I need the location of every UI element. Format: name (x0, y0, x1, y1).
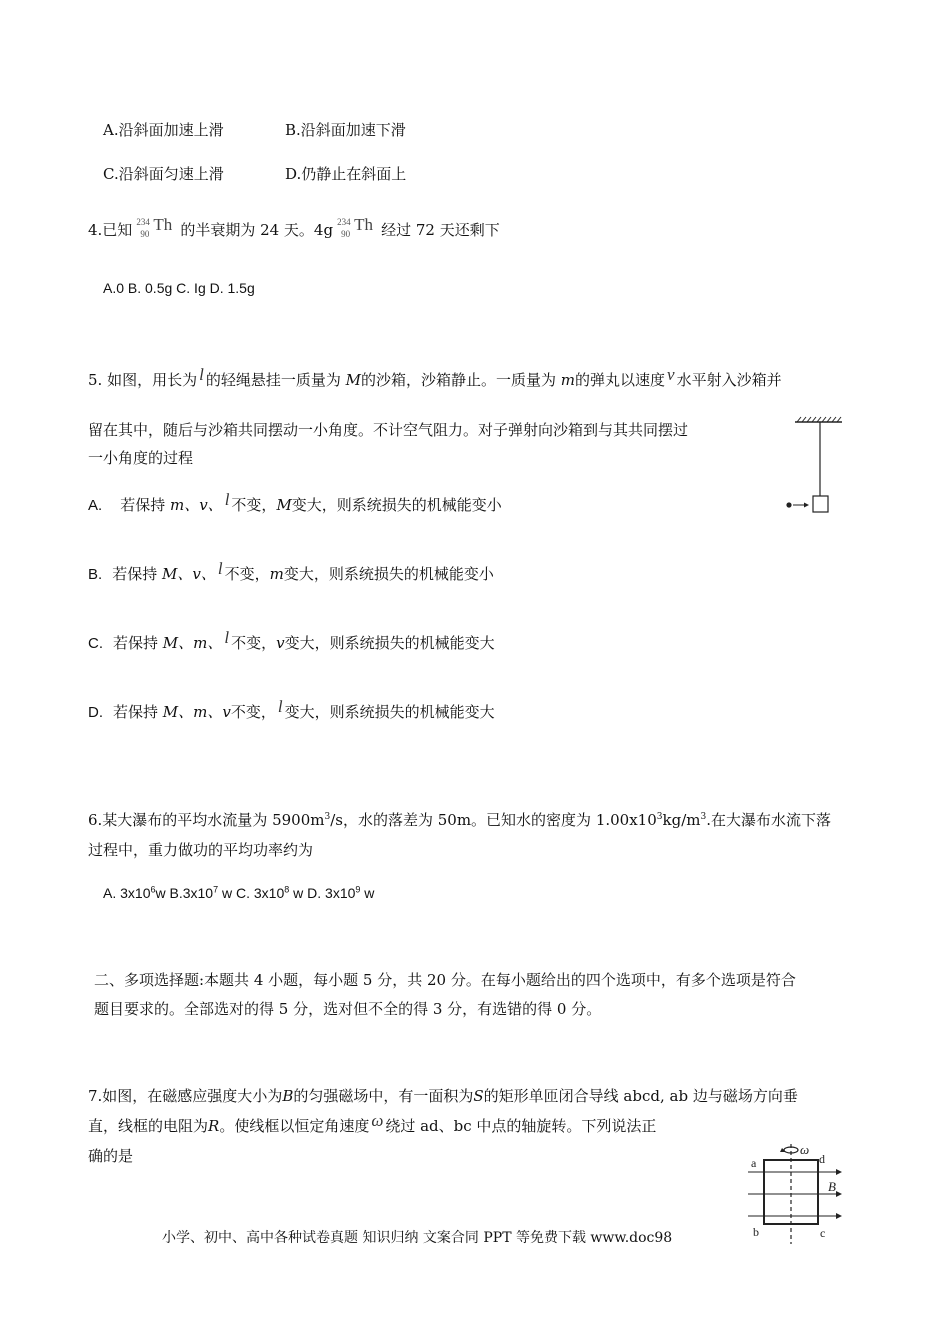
corner-d-label: d (819, 1152, 825, 1166)
sand-box (813, 496, 828, 512)
q7-stem-line2: 直，线框的电阻为R。使线框以恒定角速度 ω 绕过 ad、bc 中点的轴旋转。下列说法正 (88, 1111, 657, 1135)
omega-label: ω (800, 1142, 810, 1157)
section2-line1: 二、多项选择题:本题共 4 小题，每小题 5 分，共 20 分。在每小题给出的四个选项中，有多个选项是符合 (94, 971, 796, 989)
q3-option-d: D.仍静止在斜面上 (285, 165, 407, 183)
q6-stem-line1: 6.某大瀑布的平均水流量为 $5900m^3/s$，水的落差为 50m。已知水的密度为 $1.00x10^3kg/m^3$.在大瀑布水流下落 (88, 811, 831, 829)
q7-stem-line1: 7.如图，在磁感应强度大小为B的匀强磁场中，有一面积为S的矩形单匝闭合导线 abcd, ab 边与磁场方向垂 (88, 1087, 798, 1105)
magnetic-field-lines (748, 1172, 836, 1216)
q5-stem-line3: 一小角度的过程 (88, 449, 194, 467)
q5-option-a: A. 若保持 m、v、 l 不变，M变大，则系统损失的机械能变小 (88, 490, 502, 514)
corner-b-label: b (753, 1225, 759, 1239)
q6-stem-line2: 过程中，重力做功的平均功率约为 (88, 841, 314, 859)
q5-option-c: C. 若保持 M、m、 l 不变，v变大，则系统损失的机械能变大 (88, 628, 495, 652)
section2-line2: 题目要求的。全部选对的得 5 分，选对但不全的得 3 分，有选错的得 0 分。 (94, 1000, 602, 1018)
field-arrowheads (836, 1169, 842, 1219)
q7-stem-line3: 确的是 (88, 1147, 134, 1165)
q5-option-d: D. 若保持 M、m、v不变， l 变大，则系统损失的机械能变大 (88, 697, 495, 721)
footer: 小学、初中、高中各种试卷真题 知识归纳 文案合同 PPT 等免费下载 www.doc98 (162, 1230, 673, 1246)
q5-stem-line1: 5. 如图，用长为 l 的轻绳悬挂一质量为 M的沙箱，沙箱静止。一质量为 m的弹丸以速度 v 水平射入沙箱并 (88, 365, 782, 389)
velocity-arrowhead (804, 503, 809, 508)
rotating-loop-figure (740, 1140, 850, 1248)
thorium-nuclide: 234 90 Th (337, 215, 373, 239)
q3-option-a: A.沿斜面加速上滑 (103, 121, 224, 139)
pendulum-figure (780, 416, 850, 520)
field-b-label: B (828, 1179, 836, 1194)
q6-options: A. $3x10^6w$ $B.3x10^7$ w C. $3x10^8$ w D. $3x10^9$ w (103, 884, 375, 901)
corner-a-label: a (751, 1156, 757, 1170)
thorium-nuclide: 234 90 Th (136, 215, 173, 239)
q4-options: A.0 B. 0.5g C. Ig D. 1.5g (103, 280, 255, 296)
q4-stem: 4.已知 234 90 Th 的半衰期为 24 天。4g 234 90 Th 经过 72 天还剩下 (88, 215, 500, 239)
bullet (786, 502, 791, 507)
q5-option-b: B. 若保持 M、v、 l 不变，m变大，则系统损失的机械能变小 (88, 559, 494, 583)
corner-c-label: c (820, 1226, 826, 1240)
q3-option-c: C.沿斜面匀速上滑 (103, 165, 224, 183)
q5-stem-line2: 留在其中，随后与沙箱共同摆动一小角度。不计空气阻力。对子弹射向沙箱到与其共同摆过 (88, 421, 689, 439)
q3-option-b: B.沿斜面加速下滑 (285, 121, 406, 139)
